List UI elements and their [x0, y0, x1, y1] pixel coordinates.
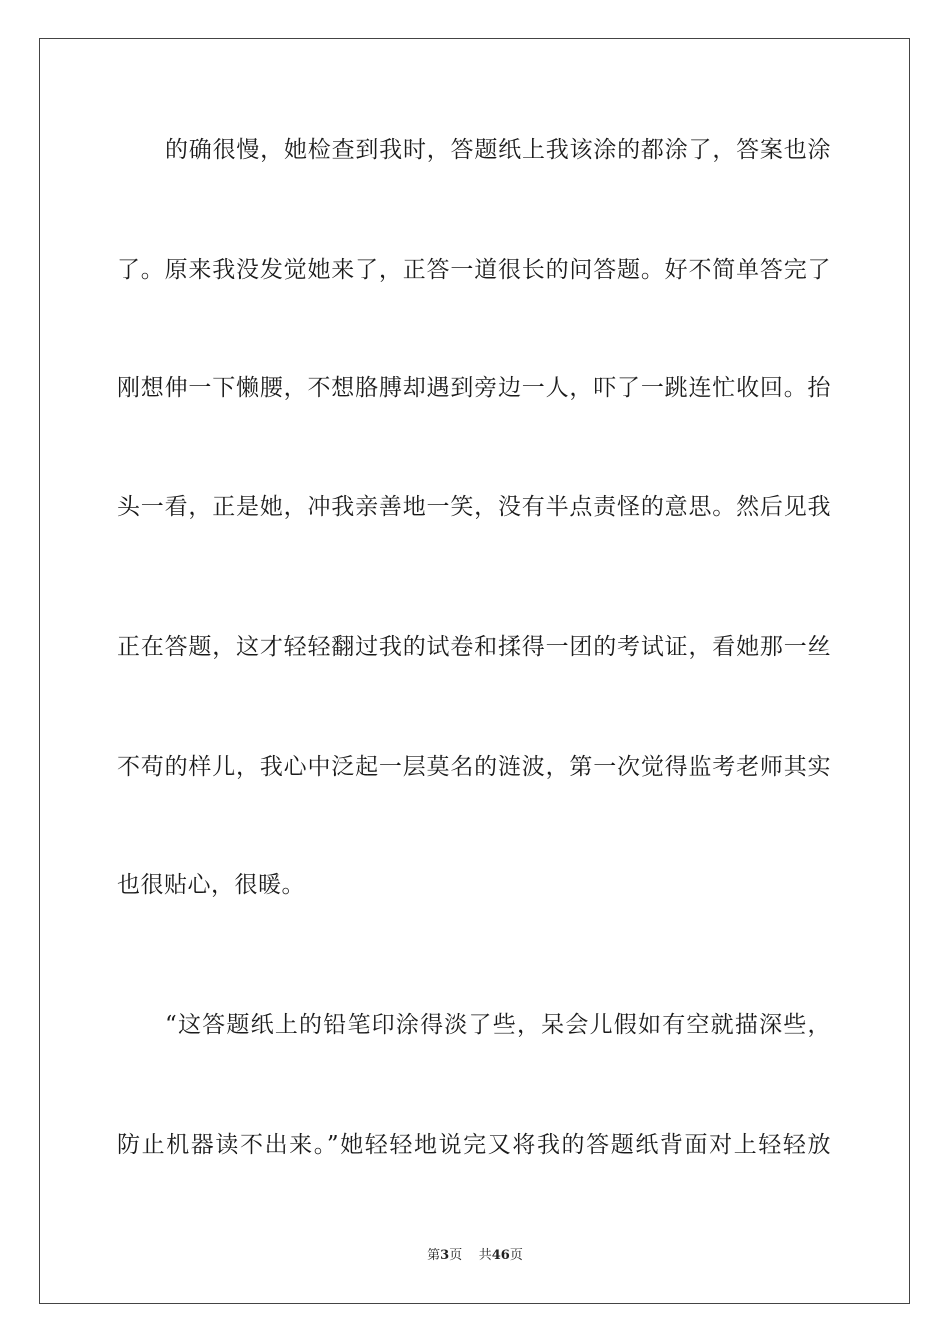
text-line-3: 刚想伸一下懒腰，不想胳膊却遇到旁边一人，吓了一跳连忙收回。抬 [117, 375, 831, 401]
page-footer [0, 1247, 950, 1265]
footer-page-prefix: 第 [427, 1248, 441, 1263]
text-line-6: 不苟的样儿，我心中泛起一层莫名的涟波，第一次觉得监考老师其实 [117, 754, 831, 780]
footer-page-suffix: 页 [449, 1248, 463, 1263]
text-line-9: 防止机器读不出来。”她轻轻地说完又将我的答题纸背面对上轻轻放 [117, 1132, 831, 1158]
footer-total-prefix: 共 [478, 1248, 492, 1263]
text-line-7: 也很贴心，很暖。 [117, 872, 305, 898]
text-line-2: 了。原来我没发觉她来了，正答一道很长的问答题。好不简单答完了 [117, 257, 831, 283]
footer-total-suffix: 页 [509, 1248, 523, 1263]
footer-total-pages: 46 [491, 1248, 510, 1263]
page-border [39, 38, 910, 1304]
text-line-8: “这答题纸上的铅笔印涂得淡了些，呆会儿假如有空就描深些， [165, 1012, 831, 1038]
footer-current-page: 3 [440, 1248, 450, 1263]
text-line-4: 头一看，正是她，冲我亲善地一笑，没有半点责怪的意思。然后见我 [117, 494, 831, 520]
text-line-5: 正在答题，这才轻轻翻过我的试卷和揉得一团的考试证，看她那一丝 [117, 634, 831, 660]
text-line-1: 的确很慢，她检查到我时，答题纸上我该涂的都涂了，答案也涂 [165, 137, 831, 163]
